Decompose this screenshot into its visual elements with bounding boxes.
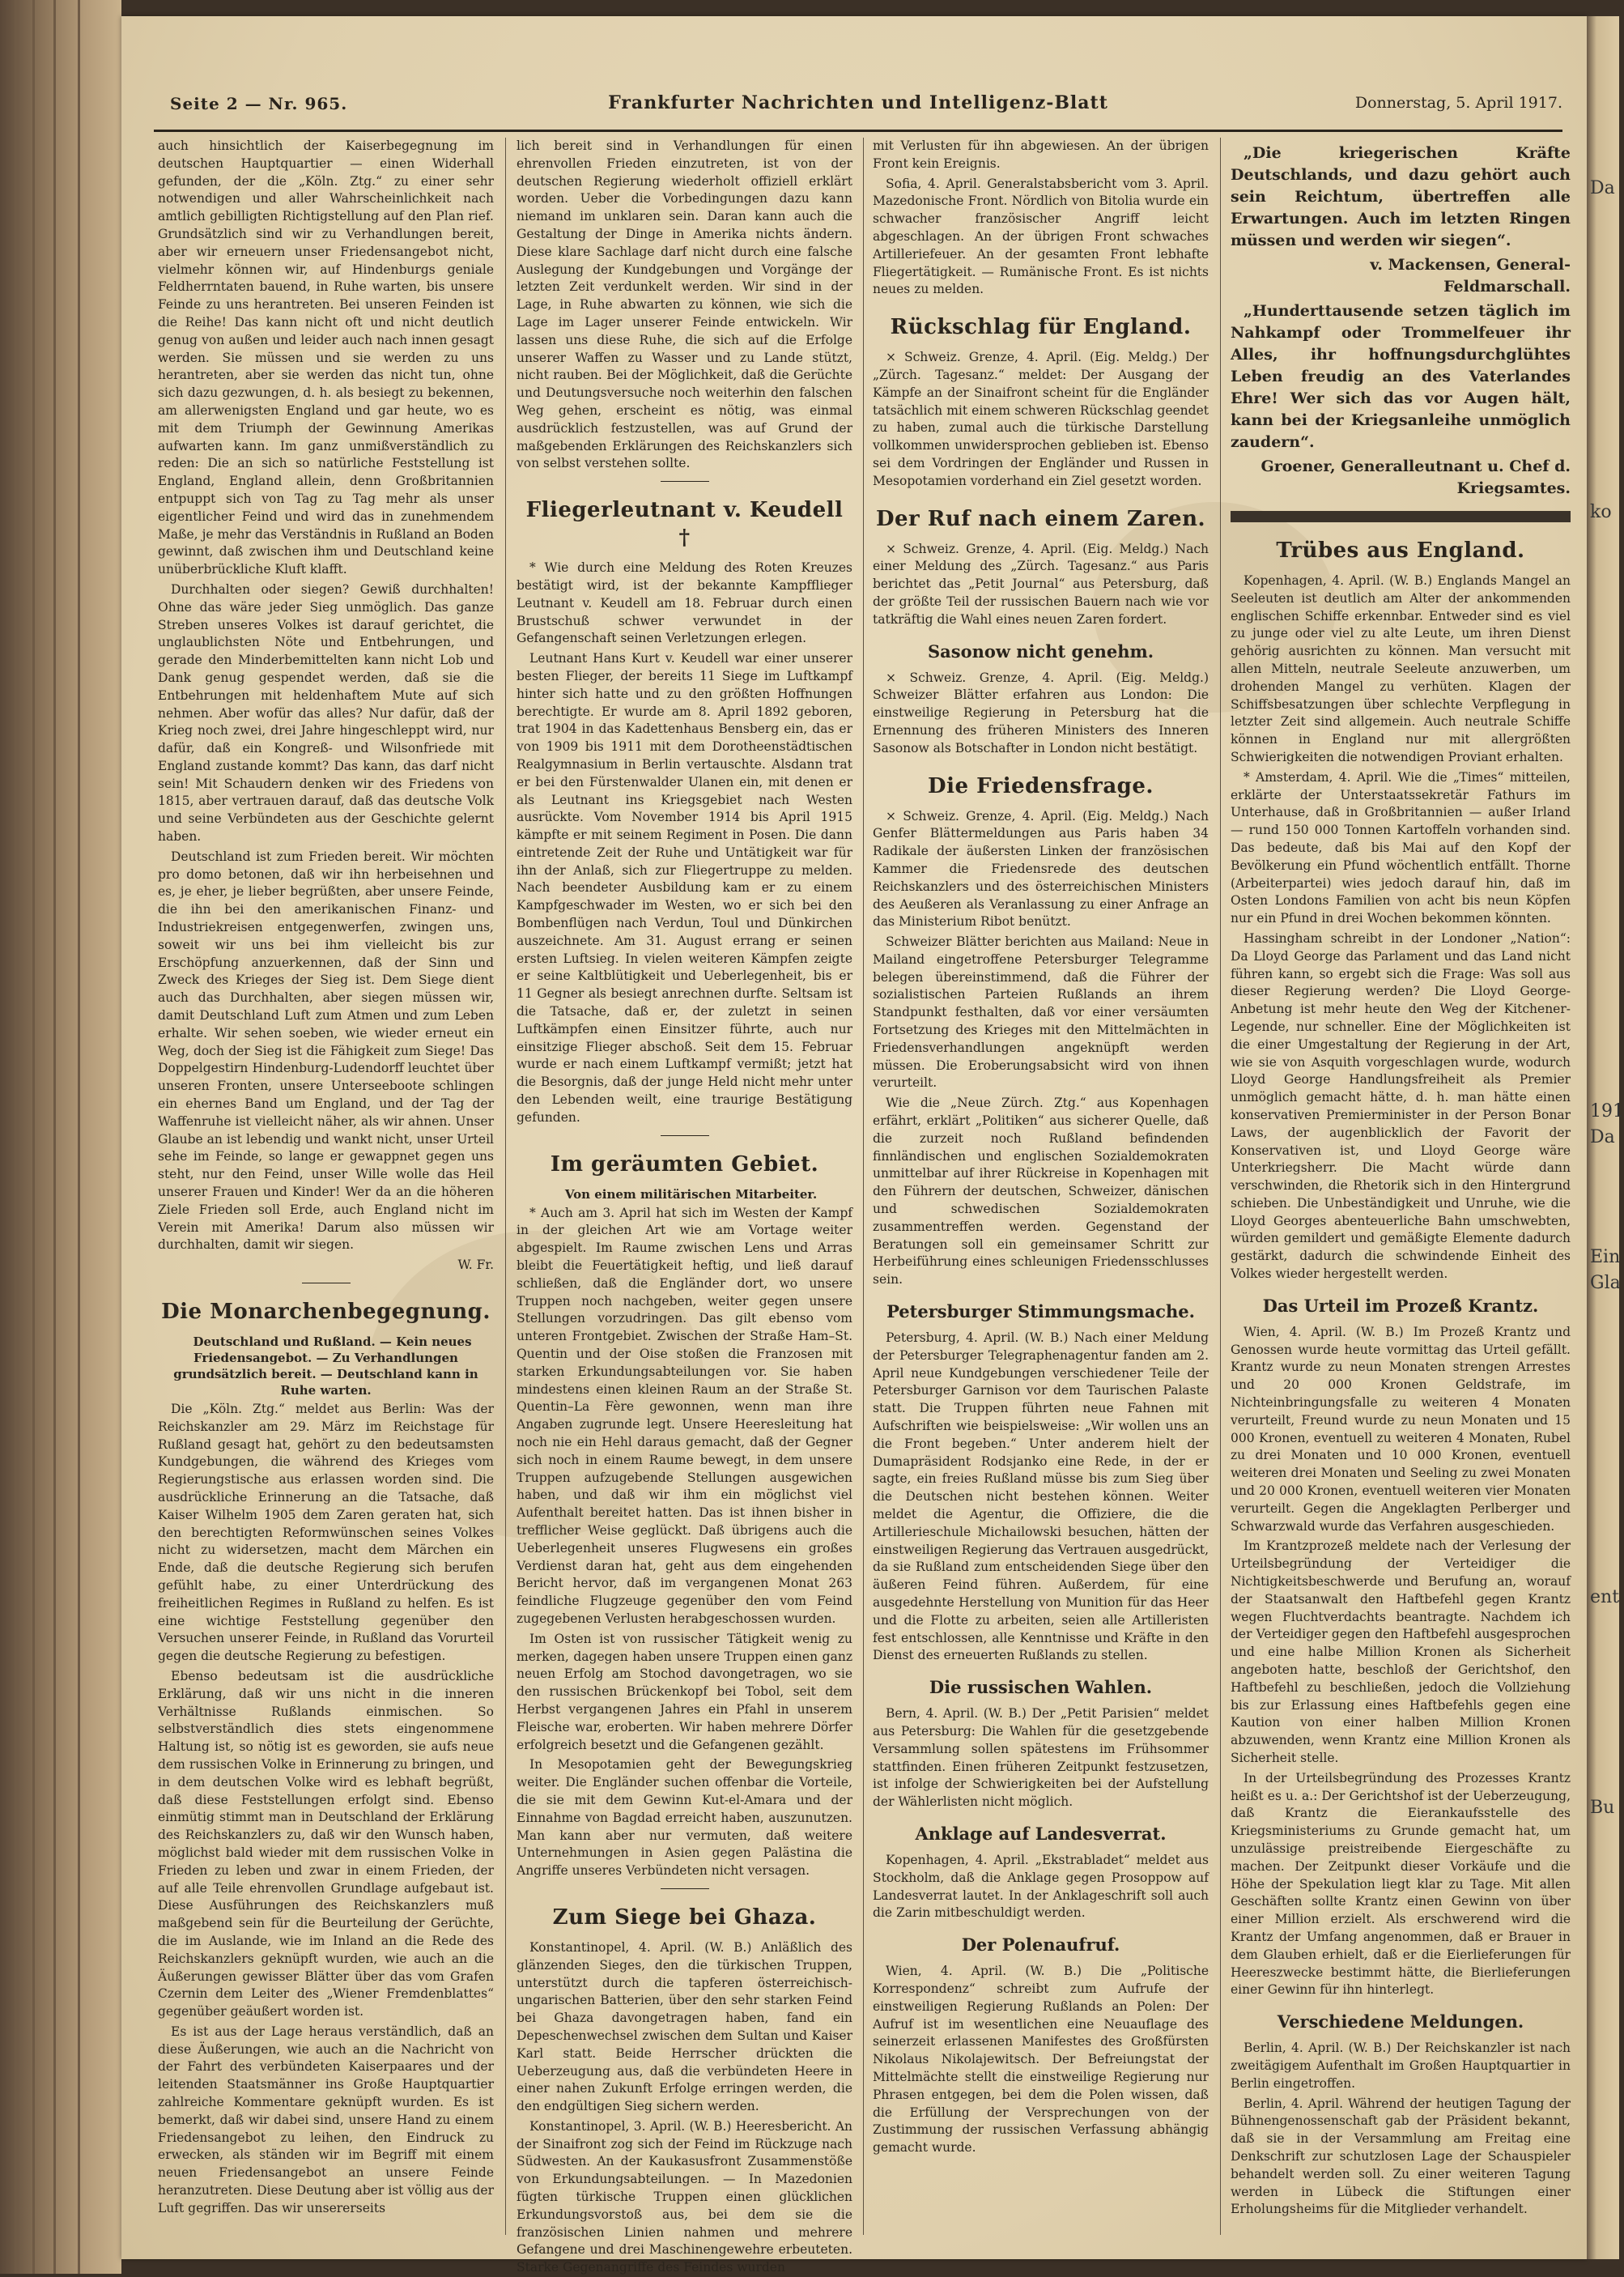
binding-stripe <box>78 0 80 2274</box>
newspaper-page <box>121 16 1587 2275</box>
headline-landesverrat: Anklage auf Landesverrat. <box>915 1823 1167 1844</box>
masthead-title: Frankfurter Nachrichten und Intelligenz-Blatt <box>608 92 1108 113</box>
quote-signature: Groener, Generalleutnant u. Chef d. Kriegsamtes. <box>1261 458 1571 497</box>
article-paragraph: × Schweiz. Grenze, 4. April. (Eig. Meldg.) Der „Zürch. Tagesanz.“ meldet: Der Ausgang der Kämpfe an der Sinaifront scheint für die Engländer tatsächlich mit einem schweren Rückschlag geendet zu haben, zumal auch die türkische Darstellung vollkommen unwidersprochen geblieben ist. Ebenso sei dem Vordringen der Engländer und Russen in Mesopotamien vorderhand ein Ziel gesetzt worden. <box>873 350 1209 488</box>
headline-sasonow: Sasonow nicht genehm. <box>927 641 1154 662</box>
article-separator <box>661 1135 709 1136</box>
article-paragraph: Deutschland ist zum Frieden bereit. Wir möchten pro domo betonen, daß wir ihn herbeisehnen und es, je eher, je lieber begrüßten, aber unsere Feinde, die ihn bei den amerikanischen Finanz- und Industriekreisen entgegenwerfen, zwingen uns, soweit wir uns bei ihm vielleicht bis zur Erschöpfung anzuerkennen, daß der Sinn und Zweck des Krieges der Sieg ist. Dem Siege dient auch das Durchhalten, aber siegen müssen wir, damit Deutschland Luft zum Atmen und zum Leben erhalte. Wir sehen soeben, wie wieder erneut ein Weg, doch der Sieg ist die Fähigkeit zum Siege! Das Doppelgestirn Hindenburg-Ludendorff leuchtet über unseren Fronten, unsere Unterseeboote schlingen ein ehernes Band um England, und der Tag der Waffenruhe ist vielleicht näher, als wir ahnen. Unser Glaube an ist lebendig und wankt nicht, unser Urteil sehe im Feinde, so lange er gewappnet gegen uns steht, nur den Feind, unser Wille wolle das Heil unserer Frauen und Kinder! Wer da an die höheren Ziele Frieden soll Erde, auch England nicht im Verein mit Amerika! Darum also müssen wir durchhalten, damit wir siegen. <box>158 849 494 1253</box>
headline-monarchenbegegnung: Die Monarchenbegegnung. <box>161 1300 491 1324</box>
article-paragraph: * Auch am 3. April hat sich im Westen der Kampf in der gleichen Art wie am Vortage weiter abgespielt. Im Raume zwischen Lens und Arras bleibt die Feuertätigkeit heftig, und ließ darauf schließen, daß die Engländer dort, wo unsere Truppen noch nachgeben, weiter gegen unsere Stellungen vorzudringen. Das gilt ebenso vom unteren Frontgebiet. Zwischen der Straße Ham–St. Quentin und der Oise stoßen die Franzosen mit starken Erkundungsabteilungen vor. Sie haben mindestens einen kleinen Raum an der Straße St. Quentin–La Fère gewonnen, wenn man ihre Angaben zugrunde legt. Unsere Heeresleitung hat noch nie ein Hehl daraus gemacht, daß der Gegner sich noch in einem Raume bewegt, in dem unsere Truppen aufzugebende Stellungen ausgewichen haben, und daß wir ihm ein möglichst viel Aufenthalt bereitet hatten. Das ist ihnen bisher in trefflicher Weise geglückt. Daß übrigens auch die Ueberlegenheit unseres Flugwesens ein großes Verdienst daran hat, geht aus dem eingehenden Bericht hervor, daß im vergangenen Monat 263 feindliche Flugzeuge gegenüber den vom Feind zugegebenen Verlusten herabgeschossen wurden. <box>517 1205 852 1626</box>
edge-fragment: ent <box>1590 1587 1620 1607</box>
article-separator <box>661 1888 709 1889</box>
subheadline: Deutschland und Rußland. — Kein neues Friedensangebot. — Zu Verhandlungen grundsätzlich bereit. — Deutschland kann in Ruhe warten. <box>173 1334 478 1398</box>
column-1 <box>158 138 494 2235</box>
article-paragraph: Bern, 4. April. (W. B.) Der „Petit Parisien“ meldet aus Petersburg: Die Wahlen für die gesetzgebende Versammlung sollen spätestens im Frühsommer stattfinden. Einen früheren Zeitpunkt festzusetzen, ist infolge der Schwierigkeiten bei der Aufstellung der Wählerlisten nicht möglich. <box>873 1706 1209 1810</box>
article-paragraph: * Amsterdam, 4. April. Wie die „Times“ mitteilen, erklärte der Unterstaatssekretär Fathurs im Unterhause, daß in Großbritannien — außer Irland — rund 150 000 Tonnen Kartoffeln vorhanden sind. Das bedeute, daß bis Mai auf den Kopf der Bevölkerung ein Pfund wöchentlich entfällt. Thorne (Arbeiterpartei) wies jedoch darauf hin, daß im Osten Londons Familien von acht bis neun Köpfen nur ein Pfund in drei Wochen bekommen könnten. <box>1231 769 1571 926</box>
article-paragraph: Schweizer Blätter berichten aus Mailand: Neue in Mailand eingetroffene Petersburger Telegramme belegen übereinstimmend, daß die Führer der sozialistischen Parteien Rußlands an ihrem Standpunkt festhalten, daß vor einer versäumten Fortsetzung des Krieges mit den Mittelmächten in Friedensverhandlungen angeknüpft werden müssen. Die Eroberungsabsicht wird von ihnen verurteilt. <box>873 934 1209 1091</box>
headline-petersburger: Petersburger Stimmungsmache. <box>886 1301 1195 1322</box>
article-paragraph: * Wie durch eine Meldung des Roten Kreuzes bestätigt wird, ist der bekannte Kampfflieger Leutnant v. Keudell am 18. Februar durch einen Brustschuß schwer verwundet in der Gefangenschaft seinen Verletzungen erlegen. <box>517 560 852 646</box>
binding-stripe <box>53 0 56 2274</box>
article-paragraph: Hassingham schreibt in der Londoner „Nation“: Da Lloyd George das Parlament und das Land nicht führen kann, so ergebt sich die Frage: Was soll aus dieser Regierung werden? Die Lloyd George-Anbetung ist mehr heute den Weg der Kitchener-Legende, nur schneller. Eine der Möglichkeiten ist die einer Umgestaltung der Regierung in der Art, wie sie von Asquith vorgeschlagen wurde, wodurch Lloyd George Handlungsfreiheit als Premier unmöglich gemacht hätte, d. h. man hätte einen konservativen Premierminister in der Person Bonar Laws, der augenblicklich der Favorit der Konservativen ist, und Lloyd George wäre Unterkriegsherr. Die Macht würde dann verschwinden, die Rhetorik sich in den Hintergrund schieben. Die Unbeständigkeit und Unruhe, wie die Lloyd Georges abenteuerliche Bahn umschwebten, würden gemildert und gemäßigte Elemente dadurch gestärkt, dadurch die schwindende Einheit des Volkes wieder hergestellt werden. <box>1231 930 1571 1282</box>
page-header <box>146 87 1571 120</box>
issue-date: Donnerstag, 5. April 1917. <box>1354 94 1562 112</box>
article-paragraph: Wien, 4. April. (W. B.) Im Prozeß Krantz und Genossen wurde heute vormittag das Urteil gefällt. Krantz wurde zu neun Monaten strengen Arrestes und 20 000 Kronen Geldstrafe, im Nichteinbringungsfalle zu weiteren 4 Monaten verurteilt, Freund wurde zu neun Monaten und 15 000 Kronen, eventuell zu weiteren 4 Monaten, Rubel zu drei Monaten und 10 000 Kronen, eventuell weiteren drei Monaten und Seeling zu zwei Monaten und 20 000 Kronen, eventuell weiteren vier Monaten verurteilt. Gegen die Angeklagten Perlberger und Schwarzwald wurde das Verfahren ausgeschieden. <box>1231 1324 1571 1534</box>
headline-wahlen: Die russischen Wahlen. <box>929 1677 1153 1698</box>
black-divider-bar <box>1231 511 1571 522</box>
edge-fragment: Bu <box>1590 1798 1615 1818</box>
article-paragraph: Konstantinopel, 4. April. (W. B.) Anläßlich des glänzenden Sieges, den die türkischen Truppen, unterstützt durch die tapferen österreichisch-ungarischen Batterien, über den sehr starken Feind bei Ghaza davongetragen haben, fand ein Depeschenwechsel zwischen dem Sultan und Kaiser Karl statt. Beide Herrscher drückten die Ueberzeugung aus, daß die verbündeten Heere in einer nahen Zukunft Erfolge erringen werden, die den endgültigen Sieg sichern werden. <box>517 1939 852 2114</box>
article-paragraph: Wien, 4. April. (W. B.) Die „Politische Korrespondenz“ schreibt zum Aufrufe der einstweiligen Regierung Rußlands an Polen: Der Aufruf ist im wesentlichen eine Neuauflage des seinerzeit erlassenen Manifestes des Großfürsten Nikolaus Nikolajewitsch. Der Befreiungstat der Mittelmächte stellt die einstweilige Regierung nur Phrasen entgegen, bei dem die Polen wissen, daß die Erfüllung der Versprechungen von der Zustimmung der russischen Verfassung abhängig gemacht wurde. <box>873 1964 1209 2156</box>
article-paragraph: Die „Köln. Ztg.“ meldet aus Berlin: Was der Reichskanzler am 29. März im Reichstage für Rußland gesagt hat, gehört zu den bedeutsamsten Kundgebungen, die während des Krieges vom Regierungstische aus erlassen worden sind. Die ausdrückliche Erinnerung an die Tatsache, daß Kaiser Wilhelm 1905 dem Zaren geraten hat, sich den berechtigten Reformwünschen seines Volkes nicht zu widersetzen, macht dem Märchen ein Ende, daß die deutsche Regierung sich berufen gefühlt habe, zu einer Unterdrückung des freiheitlichen Regimes in Rußland zu helfen. Es ist eine wichtige Feststellung gegenüber den Versuchen unserer Feinde, in Rußland das Vorurteil gegen die deutsche Regierung zu befestigen. <box>158 1402 494 1664</box>
article-separator <box>661 481 709 482</box>
article-paragraph: Petersburg, 4. April. (W. B.) Nach einer Meldung der Petersburger Telegraphenagentur fanden am 2. April neue Kundgebungen verschiedener Teile der Petersburger Garnison vor dem Taurischen Palaste statt. Die Truppen führten neue Fahnen mit Aufschriften wie beispielsweise: „Wir wollen uns an die Front begeben.“ Unter anderem hielt der Dumapräsident Rodsjanko eine Rede, in der er sagte, ein freies Rußland müsse bis zum Sieg über die Deutschen nicht bestehen können. Weiter meldet die Agentur, die Offiziere, die die Artillerieschule Michailowski besuchen, hätten der einstweiligen Regierung das Vertrauen ausgedrückt, da sie Rußland zum entscheidenden Siege über den äußeren Feind führen. Außerdem, für eine ausgedehnte Herstellung von Munition für das Heer und die Flotte zu arbeiten, seien alle Artilleristen fest entschlossen, alle Kenntnisse und Kräfte in den Dienst des erneuerten Rußlands zu stellen. <box>873 1330 1209 1663</box>
article-paragraph: Im Osten ist von russischer Tätigkeit wenig zu merken, dagegen haben unsere Truppen einen ganz neuen Erfolg am Stochod davongetragen, wo sie den russischen Brückenkopf bei Tobol, seit dem Herbst vergangenen Jahres ein Pfahl in unserem Fleische war, eroberten. Wir haben mehrere Dörfer erfolgreich besetzt und die Gefangenen gezählt. <box>517 1631 852 1752</box>
column-2 <box>517 138 852 2275</box>
headline-rueckschlag: Rückschlag für England. <box>890 315 1192 340</box>
adjacent-page-right <box>1587 16 1624 2259</box>
header-rule <box>154 130 1562 132</box>
binding-stripe <box>15 0 17 2274</box>
column-divider <box>505 138 506 2235</box>
edge-fragment: Ein <box>1590 1247 1621 1267</box>
headline-zaren: Der Ruf nach einem Zaren. <box>875 506 1206 531</box>
article-paragraph: Konstantinopel, 3. April. (W. B.) Heeresbericht. An der Sinaifront zog sich der Feind im Rückzuge nach Südwesten. An der Kaukasusfront Zusammenstöße von Erkundungsabteilungen. — In Mazedonien fügten türkische Truppen einen glücklichen Erkundungsvorstoß aus, bei dem sie die französischen Linien nahmen und mehrere Gefangene und drei Maschinengewehre erbeuteten. Starke Gegenangriffe des Feindes wurden <box>517 2118 852 2275</box>
article-paragraph: Berlin, 4. April. (W. B.) Der Reichskanzler ist nach zweitägigem Aufenthalt im Großen Hauptquartier in Berlin eingetroffen. <box>1231 2041 1571 2091</box>
article-paragraph: × Schweiz. Grenze, 4. April. (Eig. Meldg.) Schweizer Blätter erfahren aus London: Die einstweilige Regierung in Petersburg hat die Ernennung des früheren Ministers des Inneren Sasonow als Botschafter in London nicht bestätigt. <box>873 670 1209 755</box>
article-paragraph: Sofia, 4. April. Generalstabsbericht vom 3. April. Mazedonische Front. Nördlich von Bitolia wurde ein schwacher französischer Angriff leicht abgeschlagen. An der übrigen Front schwaches Artilleriefeuer. An der gesamten Front lebhafte Fliegertätigkeit. — Rumänische Front. Es ist nichts neues zu melden. <box>873 176 1209 297</box>
headline-friedensfrage: Die Friedensfrage. <box>928 773 1154 798</box>
edge-fragment: Da <box>1590 178 1615 198</box>
column-divider <box>1220 138 1221 2235</box>
headline-truebes: Trübes aus England. <box>1276 538 1525 563</box>
edge-fragment: Gla <box>1590 1273 1621 1293</box>
article-paragraph: mit Verlusten für ihn abgewiesen. An der übrigen Front kein Ereignis. <box>873 138 1209 171</box>
headline-geraeumtes-gebiet: Im geräumten Gebiet. <box>550 1151 819 1177</box>
article-paragraph: Kopenhagen, 4. April. „Ekstrabladet“ meldet aus Stockholm, daß die Anklage gegen Prosoppow auf Landesverrat lautet. In der Anklageschrift soll auch die Zarin mitbeschuldigt werden. <box>873 1852 1209 1921</box>
article-paragraph: Berlin, 4. April. Während der heutigen Tagung der Bühnengenossenschaft gab der Präsident bekannt, daß sie in der Versammlung am Freitag eine Denkschrift zur schutzlosen Lage der Schauspieler behandelt werden soll. Zu einer weiteren Tagung werden in Lübeck die Stiftungen einer Erholungsheims für die Mitglieder verhandelt. <box>1231 2096 1571 2217</box>
article-paragraph: Leutnant Hans Kurt v. Keudell war einer unserer besten Flieger, der bereits 11 Siege im Luftkampf hinter sich hatte und zu den größten Hoffnungen berechtigte. Er wurde am 8. April 1892 geboren, trat 1904 in das Kadettenhaus Bensberg ein, das er von 1909 bis 1911 mit dem Dorotheenstädtischen Realgymnasium in Berlin vertauschte. Alsdann trat er bei den Fürstenwalder Ulanen ein, mit denen er als Leutnant ins Kriegsgebiet nach Westen ausrückte. Vom November 1914 bis April 1915 kämpfte er mit seinem Regiment in Posen. Die dann eintretende Zeit der Ruhe und Untätigkeit war für ihn der Anlaß, sich zur Fliegertruppe zu melden. Nach beendeter Ausbildung kam er zu einem Kampfgeschwader im Westen, wo er sich bei den Bombenflügen nach Verdun, Toul und Dünkirchen auszeichnete. Am 31. August errang er seinen ersten Luftsieg. In vielen weiteren Kämpfen zeigte er seine Kaltblütigkeit und Ueberlegenheit, bis er 11 Gegner als besiegt anrechnen durfte. Seltsam ist die Tatsache, daß er, der zuletzt in seinen Luftkämpfen einen Einsitzer führte, auch nur einsitzige Flieger abschoß. Seit dem 15. Februar wurde er nach einem Luftkampf vermißt; jetzt hat die Besorgnis, daß der junge Held nicht mehr unter den Lebenden weilt, eine traurige Bestätigung gefunden. <box>517 651 852 1125</box>
article-paragraph: Kopenhagen, 4. April. (W. B.) Englands Mangel an Seeleuten ist deutlich am Alter der ankommenden englischen Schiffe erkennbar. Entweder sind es viel zu junge oder viel zu alte Leute, um ihren Dienst gehörig ausrichten zu können. Man versucht mit allen Mitteln, neutrale Seeleute anzuwerben, um drohenden Mangel zu verhüten. Klagen der Schiffsbesatzungen über schlechte Verpflegung in letzter Zeit sind allgemein. Auch neutrale Schiffe können in England nur mit allergrößten Schwierigkeiten die notwendigen Proviant erhalten. <box>1231 573 1571 764</box>
adjacent-page-left <box>0 0 121 2274</box>
article-paragraph: Wie die „Neue Zürch. Ztg.“ aus Kopenhagen erfährt, erklärt „Politiken“ aus sicherer Quelle, daß die zurzeit noch Rußland befindenden finnländischen und englischen Sozialdemokraten unmittelbar auf ihrer Rückreise in Kopenhagen mit den Führern der deutschen, Schweizer, dänischen und schwedischen Sozialdemokraten zusammentreffen werden. Gegenstand der Beratungen soll ein gemeinsamer Schritt zur Herbeiführung eines schleunigen Friedensschlusses sein. <box>873 1096 1209 1287</box>
binding-stripe <box>32 0 35 2274</box>
edge-fragment: Da <box>1590 1127 1615 1147</box>
column-3 <box>873 138 1209 2235</box>
byline: Von einem militärischen Mitarbeiter. <box>564 1186 818 1202</box>
article-paragraph: In Mesopotamien geht der Bewegungskrieg weiter. Die Engländer suchen offenbar die Vorteile, die sie mit dem Gewinn Kut-el-Amara und der Einnahme von Bagdad erreicht haben, auszunutzen. Man kann aber nur vermuten, daß weitere Unternehmungen in Asien gegen Palästina die Angriffe unseres Verbündeten nicht versagen. <box>517 1757 852 1879</box>
column-4 <box>1231 138 1571 2235</box>
article-paragraph: In der Urteilsbegründung des Prozesses Krantz heißt es u. a.: Der Gerichtshof ist der Ueberzeugung, daß Krantz die Eierankaufsstelle des Kriegsministeriums zu Grunde gemacht hat, um unzulässige preistreibende Eiergeschäfte zu machen. Der Zeitpunkt dieser Vorkäufe und die Höhe der Spekulation liegt klar zu Tage. Mit allen Geschäften sollte Krantz einen Gewinn von über einer Million erzielt. Als erschwerend wird die Krantz der Umfang angenommen, daß er Brauer in dem Glauben erhielt, daß er die Eierlieferungen für Heereszwecke bestimmt hätte, die Bierlieferungen einer Gewinn für ihn hinterlegt. <box>1231 1770 1571 1998</box>
page-number: Seite 2 — Nr. 965. <box>170 94 348 113</box>
article-paragraph: × Schweiz. Grenze, 4. April. (Eig. Meldg.) Nach einer Meldung des „Zürch. Tagesanz.“ aus Paris berichtet das „Petit Journal“ aus Petersburg, daß der größte Teil der russischen Bauern nach wie vor tatkräftig die Wahl eines neuen Zaren fordert. <box>873 541 1209 627</box>
headline-meldungen: Verschiedene Meldungen. <box>1277 2011 1524 2032</box>
article-signature: W. Fr. <box>457 1258 494 1273</box>
edge-fragment: 191 <box>1590 1101 1624 1121</box>
article-paragraph: Es ist aus der Lage heraus verständlich, daß an diese Äußerungen, wie auch an die Nachricht von der Fahrt des verbündeten Kaiserpaares und der leitenden Staatsmänner ins Große Hauptquartier zahlreiche Kommentare geknüpft wurden. Es ist bemerkt, daß wir dabei sind, unsere Hand zu einem Friedensangebot zu leihen, den Eindruck zu erwecken, als ständen wir im Begriff mit einem neuen Friedensangebot an unsere Feinde heranzutreten. Diese Deutung aber ist völlig aus der Luft gegriffen. Das wir unsererseits <box>158 2024 494 2215</box>
headline-keudell: Fliegerleutnant v. Keudell † <box>525 498 844 551</box>
headline-polenaufruf: Der Polenaufruf. <box>961 1934 1120 1956</box>
article-paragraph: Durchhalten oder siegen? Gewiß durchhalten! Ohne das wäre jeder Sieg unmöglich. Das ganze Streben unseres Volkes ist darauf gerichtet, die unglaublichsten Nöte und Entbehrungen, und gerade den Minderbemittelten kann nicht Lob und Dank genug gespendet werden, daß sie die Entbehrungen mit heldenhaftem Mute auf sich nehmen. Aber wofür das alles? Nur dafür, daß der Krieg noch zwei, drei Jahre hingeschleppt wird, nur dafür, daß ein Kongreß- und Wilsonfriede mit England zustande kommt? Das kann, das darf nicht sein! Mit Schaudern denken wir des Friedens von 1815, aber vertrauen darauf, daß das deutsche Volk und seine Verbündeten aus der Geschichte gelernt haben. <box>158 581 494 845</box>
quote-groener: „Hunderttausende setzen täglich im Nahkampf oder Trommelfeuer ihr Alles, ihr hoffnungsdurchglühtes Leben freudig an des Vaterlandes Ehre! Wer sich das vor Augen hält, kann bei der Kriegsanleihe unmöglich zaudern“. <box>1231 302 1571 451</box>
quote-mackensen: „Die kriegerischen Kräfte Deutschlands, und dazu gehört auch sein Reichtum, übertreffen alle Erwartungen. Auch im letzten Ringen müssen und werden wir siegen“. <box>1231 144 1571 249</box>
article-paragraph: auch hinsichtlich der Kaiserbegegnung im deutschen Hauptquartier — einen Widerhall gefunden, der die „Köln. Ztg.“ zu einer sehr notwendigen und aller Wahrscheinlichkeit nach amtlich gebilligten Richtigstellung auf den Plan rief. Grundsätzlich sind wir zu Verhandlungen bereit, aber wir erneuern unser Friedensangebot nicht, vielmehr können wir, auf Hindenburgs geniale Feldherrntaten bauend, in Ruhe warten, bis unsere Feinde zu uns herantreten. Bei unseren Feinden ist die Reihe! Das kann nicht oft und nicht deutlich genug von außen und leider auch nach innen gesagt werden. Sie müssen und sie werden zu uns herantreten, aber sie werden das nicht tun, ohne sich dazu gezwungen, d. h. als besiegt zu bekennen, am allerwenigsten England und gar heute, wo es mit dem Triumph der Gewinnung Amerikas aufwarten kann. Im ganz unmißverständlich zu reden: Die an sich so natürliche Feststellung ist England, England allein, denn Großbritannien entpuppt sich von Tag zu Tag mehr als unser eigentlicher Feind und wird das in zunehmendem Maße, je mehr das Verständnis in Rußland an Boden gewinnt, daß zwischen ihm und Deutschland keine unüberbrückliche Kluft klafft. <box>158 138 494 577</box>
article-paragraph: × Schweiz. Grenze, 4. April. (Eig. Meldg.) Nach Genfer Blättermeldungen aus Paris haben 34 Radikale der äußersten Linken der französischen Kammer die Friedensrede des deutschen Reichskanzlers und des österreichischen Ministers des Aeußeren als Veranlassung zu einer Anfrage an das Ministerium Ribot benützt. <box>873 808 1209 930</box>
article-paragraph: Ebenso bedeutsam ist die ausdrückliche Erklärung, daß wir uns nicht in die inneren Verhältnisse Rußlands einmischen. So selbstverständlich dies stets eingenommene Haltung ist, so nötig ist es geworden, sie aufs neue dem russischen Volke in Erinnerung zu bringen, und in dem deutschen Volke wird es lebhaft begrüßt, daß diese Feststellungen erfolgt sind. Ebenso einmütig stimmt man in Deutschland der Erklärung des Reichskanzlers zu, daß wir den Wunsch haben, möglichst bald wieder mit dem russischen Volke in Frieden zu leben und zwar in einem Frieden, der auf alle Teile ehrenvollen Grundlage aufgebaut ist. Diese Ausführungen des Reichskanzlers muß maßgebend sein für die Beurteilung der Gerüchte, die im Auslande, wie im Inland an die Rede des Reichskanzlers geknüpft wurden, wie auch an die Äußerungen gewisser Blätter über das vom Grafen Czernin dem Leiter des „Wiener Fremdenblattes“ gegenüber geäußert worden ist. <box>158 1668 494 2020</box>
headline-krantz: Das Urteil im Prozeß Krantz. <box>1262 1295 1539 1316</box>
edge-fragment: ko <box>1590 502 1612 522</box>
quote-signature: v. Mackensen, General-Feldmarschall. <box>1370 256 1571 296</box>
headline-ghaza: Zum Siege bei Ghaza. <box>552 1905 817 1930</box>
column-divider <box>863 138 864 2235</box>
article-paragraph: Im Krantzprozeß meldete nach der Verlesung der Urteilsbegründung der Verteidiger die Nichtigkeitsbeschwerde und Berufung an, worauf der Staatsanwalt den Haftbefehl gegen Krantz wegen Fluchtverdachts beantragte. Nachdem ich der Verteidiger gegen den Haftbefehl ausgesprochen und eine halbe Million Kronen als Sicherheit angeboten hatte, beschloß der Gerichtshof, den Haftbefehl zu beschließen, jedoch die Vollziehung bis zur Erlassung eines Haftbefehls gegen eine Kaution von einer halben Million Kronen abzuwenden, wenn Krantz eine Million Kronen als Sicherheit stelle. <box>1231 1539 1571 1765</box>
article-paragraph: lich bereit sind in Verhandlungen für einen ehrenvollen Frieden einzutreten, ist von der deutschen Regierung wiederholt offiziell erklärt worden. Ueber die Vorbedingungen dazu kann niemand im unklaren sein. Daran kann auch die Gestaltung der Dinge in Amerika nichts ändern. Diese klare Sachlage darf nicht durch eine falsche Auslegung der Kundgebungen und Vorgänge der letzten Zeit verdunkelt werden. Wir sind in der Lage, in Ruhe abwarten zu können, wie sich die Lage im Lager unserer Feinde entwickeln. Wir lassen uns diese Ruhe, die sich auf die Erfolge unserer Waffen zu Wasser und zu Lande stützt, nicht rauben. Bei der Möglichkeit, daß die Gerüchte und Deutungsversuche noch weiterhin den falschen Weg gehen, erscheint es nötig, was einmal ausdrücklich festzustellen, was auf Grund der maßgebenden Erklärungen des Reichskanzlers sich von selbst verstehen sollte. <box>517 138 852 471</box>
